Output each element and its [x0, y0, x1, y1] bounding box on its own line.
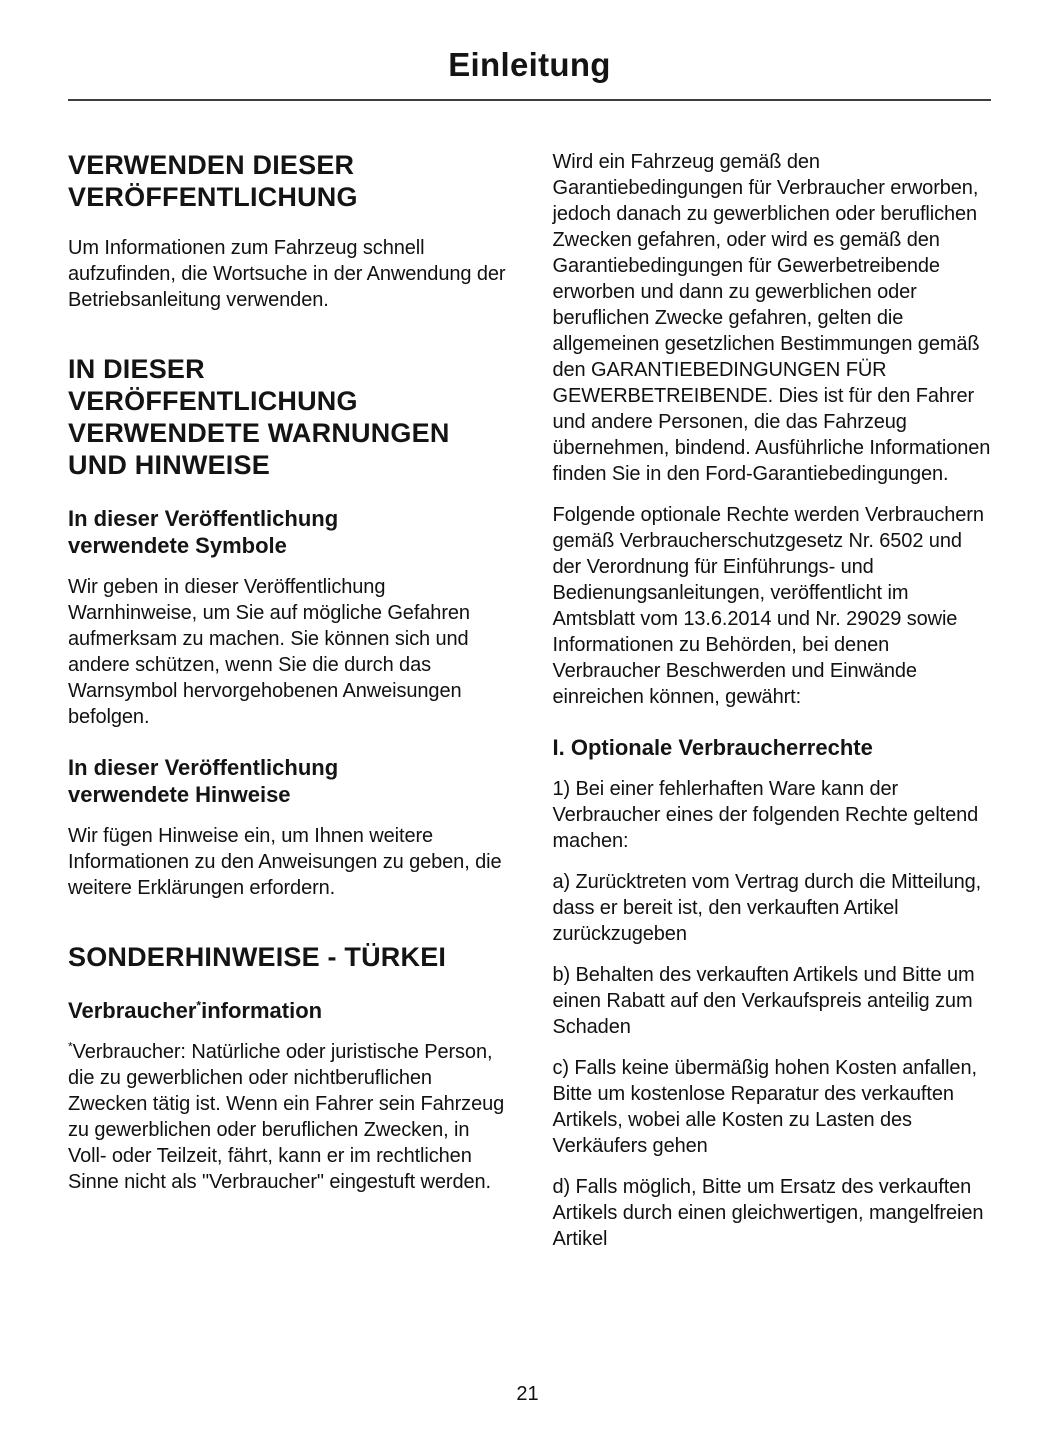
paragraph-verbraucher-definition: [68, 1039, 507, 1195]
paragraph-garantiebedingungen: Wird ein Fahrzeug gemäß den Garantiebedingungen für Verbraucher erworben, jedoch danach zu gewerblichen oder beruflichen Zwecken gefahren, oder wird es gemäß den Garantiebedingungen für Gewerbetreibende erworben und dann zu gewerblichen oder beruflichen Zwecke gefahren, gelten die allgemeinen gesetzlichen Bestimmungen gemäß den GARANTIEBEDINGUNGEN FÜR GEWERBETREIBENDE. Dies ist für den Fahrer und andere Personen, die das Fahrzeug übernehmen, bindend. Ausführliche Informationen finden Sie in den Ford-Garantiebedingungen.: [552, 151, 991, 485]
heading-verwenden-dieser-veroeffentlichung: VERWENDEN DIESER VERÖFFENTLICHUNG: [68, 150, 358, 212]
subheading-verbraucherinformation: [68, 997, 413, 1024]
paragraph-hinweise: Wir fügen Hinweise ein, um Ihnen weitere Informationen zu den Anweisungen zu geben, die weitere Erklärungen erfordern.: [68, 825, 502, 899]
list-item-a: a) Zurücktreten vom Vertrag durch die Mitteilung, dass er bereit ist, den verkauften Artikel zurückzugeben: [552, 871, 982, 945]
right-column: [553, 149, 992, 1267]
paragraph-symbole: Wir geben in dieser Veröffentlichung Warnhinweise, um Sie auf mögliche Gefahren aufmerksam zu machen. Sie können sich und andere schützen, wenn Sie die durch das Warnsymbol hervorgehobenen Anweisungen befolgen.: [68, 576, 470, 728]
subheading-verwendete-symbole: In dieser Veröffentlichung verwendete Symbole: [68, 506, 339, 558]
list-item-b: b) Behalten des verkauften Artikels und Bitte um einen Rabatt auf den Verkaufspreis anteilig zum Schaden: [552, 964, 975, 1038]
left-column: [68, 149, 507, 1267]
header-divider: [68, 99, 991, 101]
paragraph-usage: Um Informationen zum Fahrzeug schnell aufzufinden, die Wortsuche in der Anwendung der Betriebsanleitung verwenden.: [68, 237, 506, 311]
subheading-verwendete-hinweise: In dieser Veröffentlichung verwendete Hinweise: [68, 755, 339, 807]
verbraucher-heading-text-suffix: information: [201, 998, 323, 1023]
subheading-optionale-verbraucherrechte: I. Optionale Verbraucherrechte: [552, 735, 873, 760]
list-item-c: c) Falls keine übermäßig hohen Kosten anfallen, Bitte um kostenlose Reparatur des verkauften Artikels, wobei alle Kosten zu Lasten des Verkäufers gehen: [552, 1057, 977, 1157]
content-columns: [68, 149, 991, 1267]
list-item-d: d) Falls möglich, Bitte um Ersatz des verkauften Artikels durch einen gleichwertigen, mangelfreien Artikel: [552, 1176, 984, 1250]
verbraucher-heading-text: Verbraucher: [68, 998, 197, 1023]
page-title: Einleitung: [448, 46, 611, 83]
heading-warnungen-und-hinweise: IN DIESER VERÖFFENTLICHUNG VERWENDETE WARNUNGEN UND HINWEISE: [68, 354, 450, 480]
page-number: 21: [516, 1383, 539, 1405]
footnote-marker: *: [196, 998, 202, 1013]
page-header: [68, 46, 991, 101]
paragraph-optionale-rechte: Folgende optionale Rechte werden Verbrauchern gemäß Verbraucherschutzgesetz Nr. 6502 und der Verordnung für Einführungs- und Bedienungsanleitungen, veröffentlicht im Amtsblatt vom 13.6.2014 und Nr. 29029 sowie Informationen zu Behörden, bei denen Verbraucher Beschwerden und Einwände einreichen können, gewährt:: [552, 504, 984, 708]
verbraucher-definition-text: Verbraucher: Natürliche oder juristische Person, die zu gewerblichen oder nichtberuflichen Zwecken tätig ist. Wenn ein Fahrer sein Fahrzeug zu gewerblichen oder beruflichen Zwecken, in Voll- oder Teilzeit, fährt, kann er im rechtlichen Sinne nicht als "Verbraucher" eingestuft werden.: [68, 1041, 505, 1193]
paragraph-rechte-intro: 1) Bei einer fehlerhaften Ware kann der Verbraucher eines der folgenden Rechte geltend machen:: [552, 778, 979, 852]
heading-sonderhinweise-tuerkei: SONDERHINWEISE - TÜRKEI: [68, 942, 447, 972]
footnote-marker-reference: *: [68, 1039, 73, 1054]
